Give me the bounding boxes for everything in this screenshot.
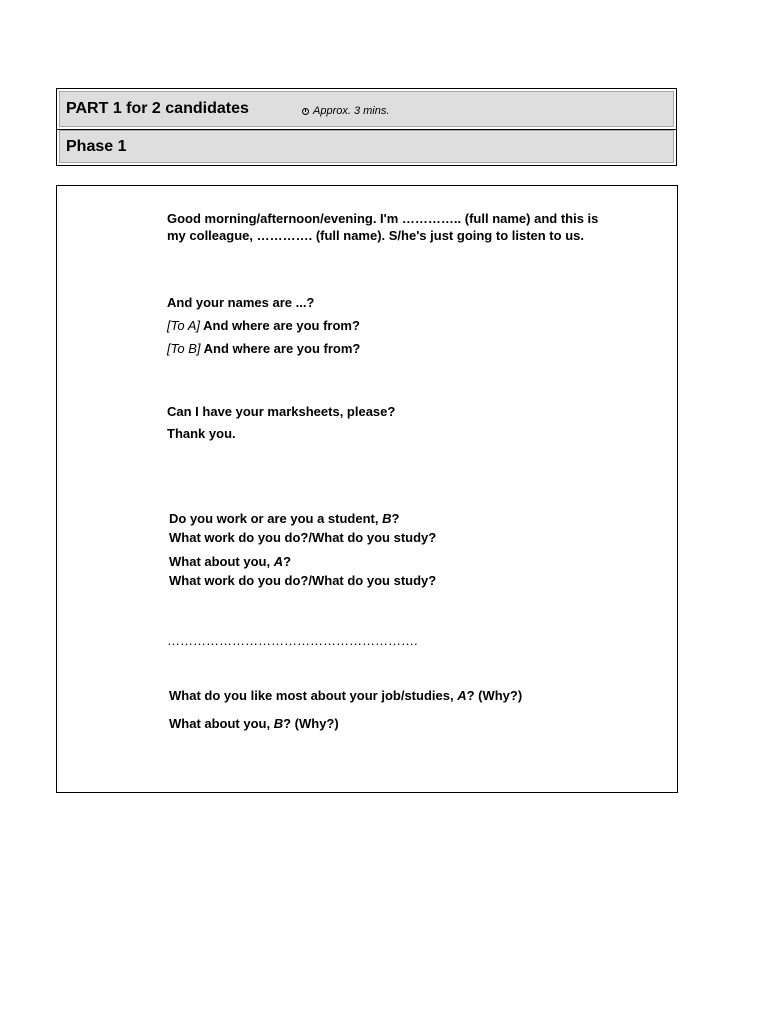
like-letter: A <box>457 688 467 703</box>
marksheets-request: Can I have your marksheets, please? <box>167 404 396 419</box>
like-post: ? (Why?) <box>466 688 523 703</box>
where-from-b <box>167 341 360 356</box>
where-from-a <box>167 318 360 333</box>
greeting-line-2: my colleague, …………. (full name). S/he's just going to listen to us. <box>167 228 584 243</box>
part-title: PART 1 for 2 candidates <box>66 100 249 117</box>
like-pre: What do you like most about your job/studies, <box>169 688 458 703</box>
phase-title: Phase 1 <box>66 138 127 155</box>
to-b-tag: [To B] <box>167 341 201 356</box>
to-b-text: And where are you from? <box>200 341 361 356</box>
work-followup-a: What work do you do?/What do you study? <box>169 573 437 588</box>
approx-text: Approx. 3 mins. <box>313 105 390 117</box>
header-box <box>56 88 677 166</box>
about-a-post: ? <box>283 554 292 569</box>
like-question-a <box>169 688 522 703</box>
about-a-pre: What about you, <box>169 554 274 569</box>
phase-row <box>59 130 674 163</box>
to-a-text: And where are you from? <box>200 318 360 333</box>
to-a-tag: [To A] <box>167 318 201 333</box>
thank-you: Thank you. <box>167 426 236 441</box>
dotted-divider: …………………………………………………. <box>167 633 418 648</box>
work-question-b <box>169 511 399 526</box>
clock-icon <box>302 108 309 115</box>
about-b-letter: B <box>273 716 284 731</box>
about-a-letter: A <box>273 554 284 569</box>
work-b-post: ? <box>391 511 400 526</box>
about-you-a <box>169 554 291 569</box>
about-you-b <box>169 716 339 731</box>
work-b-letter: B <box>382 511 392 526</box>
names-question: And your names are ...? <box>167 295 315 310</box>
part-row <box>59 91 674 127</box>
greeting-line-1: Good morning/afternoon/evening. I'm ………….. (full name) and this is <box>167 211 599 226</box>
approx-time <box>302 105 389 117</box>
work-b-pre: Do you work or are you a student, <box>169 511 383 526</box>
about-b-post: ? (Why?) <box>283 716 339 731</box>
work-followup-b: What work do you do?/What do you study? <box>169 530 437 545</box>
about-b-pre: What about you, <box>169 716 274 731</box>
